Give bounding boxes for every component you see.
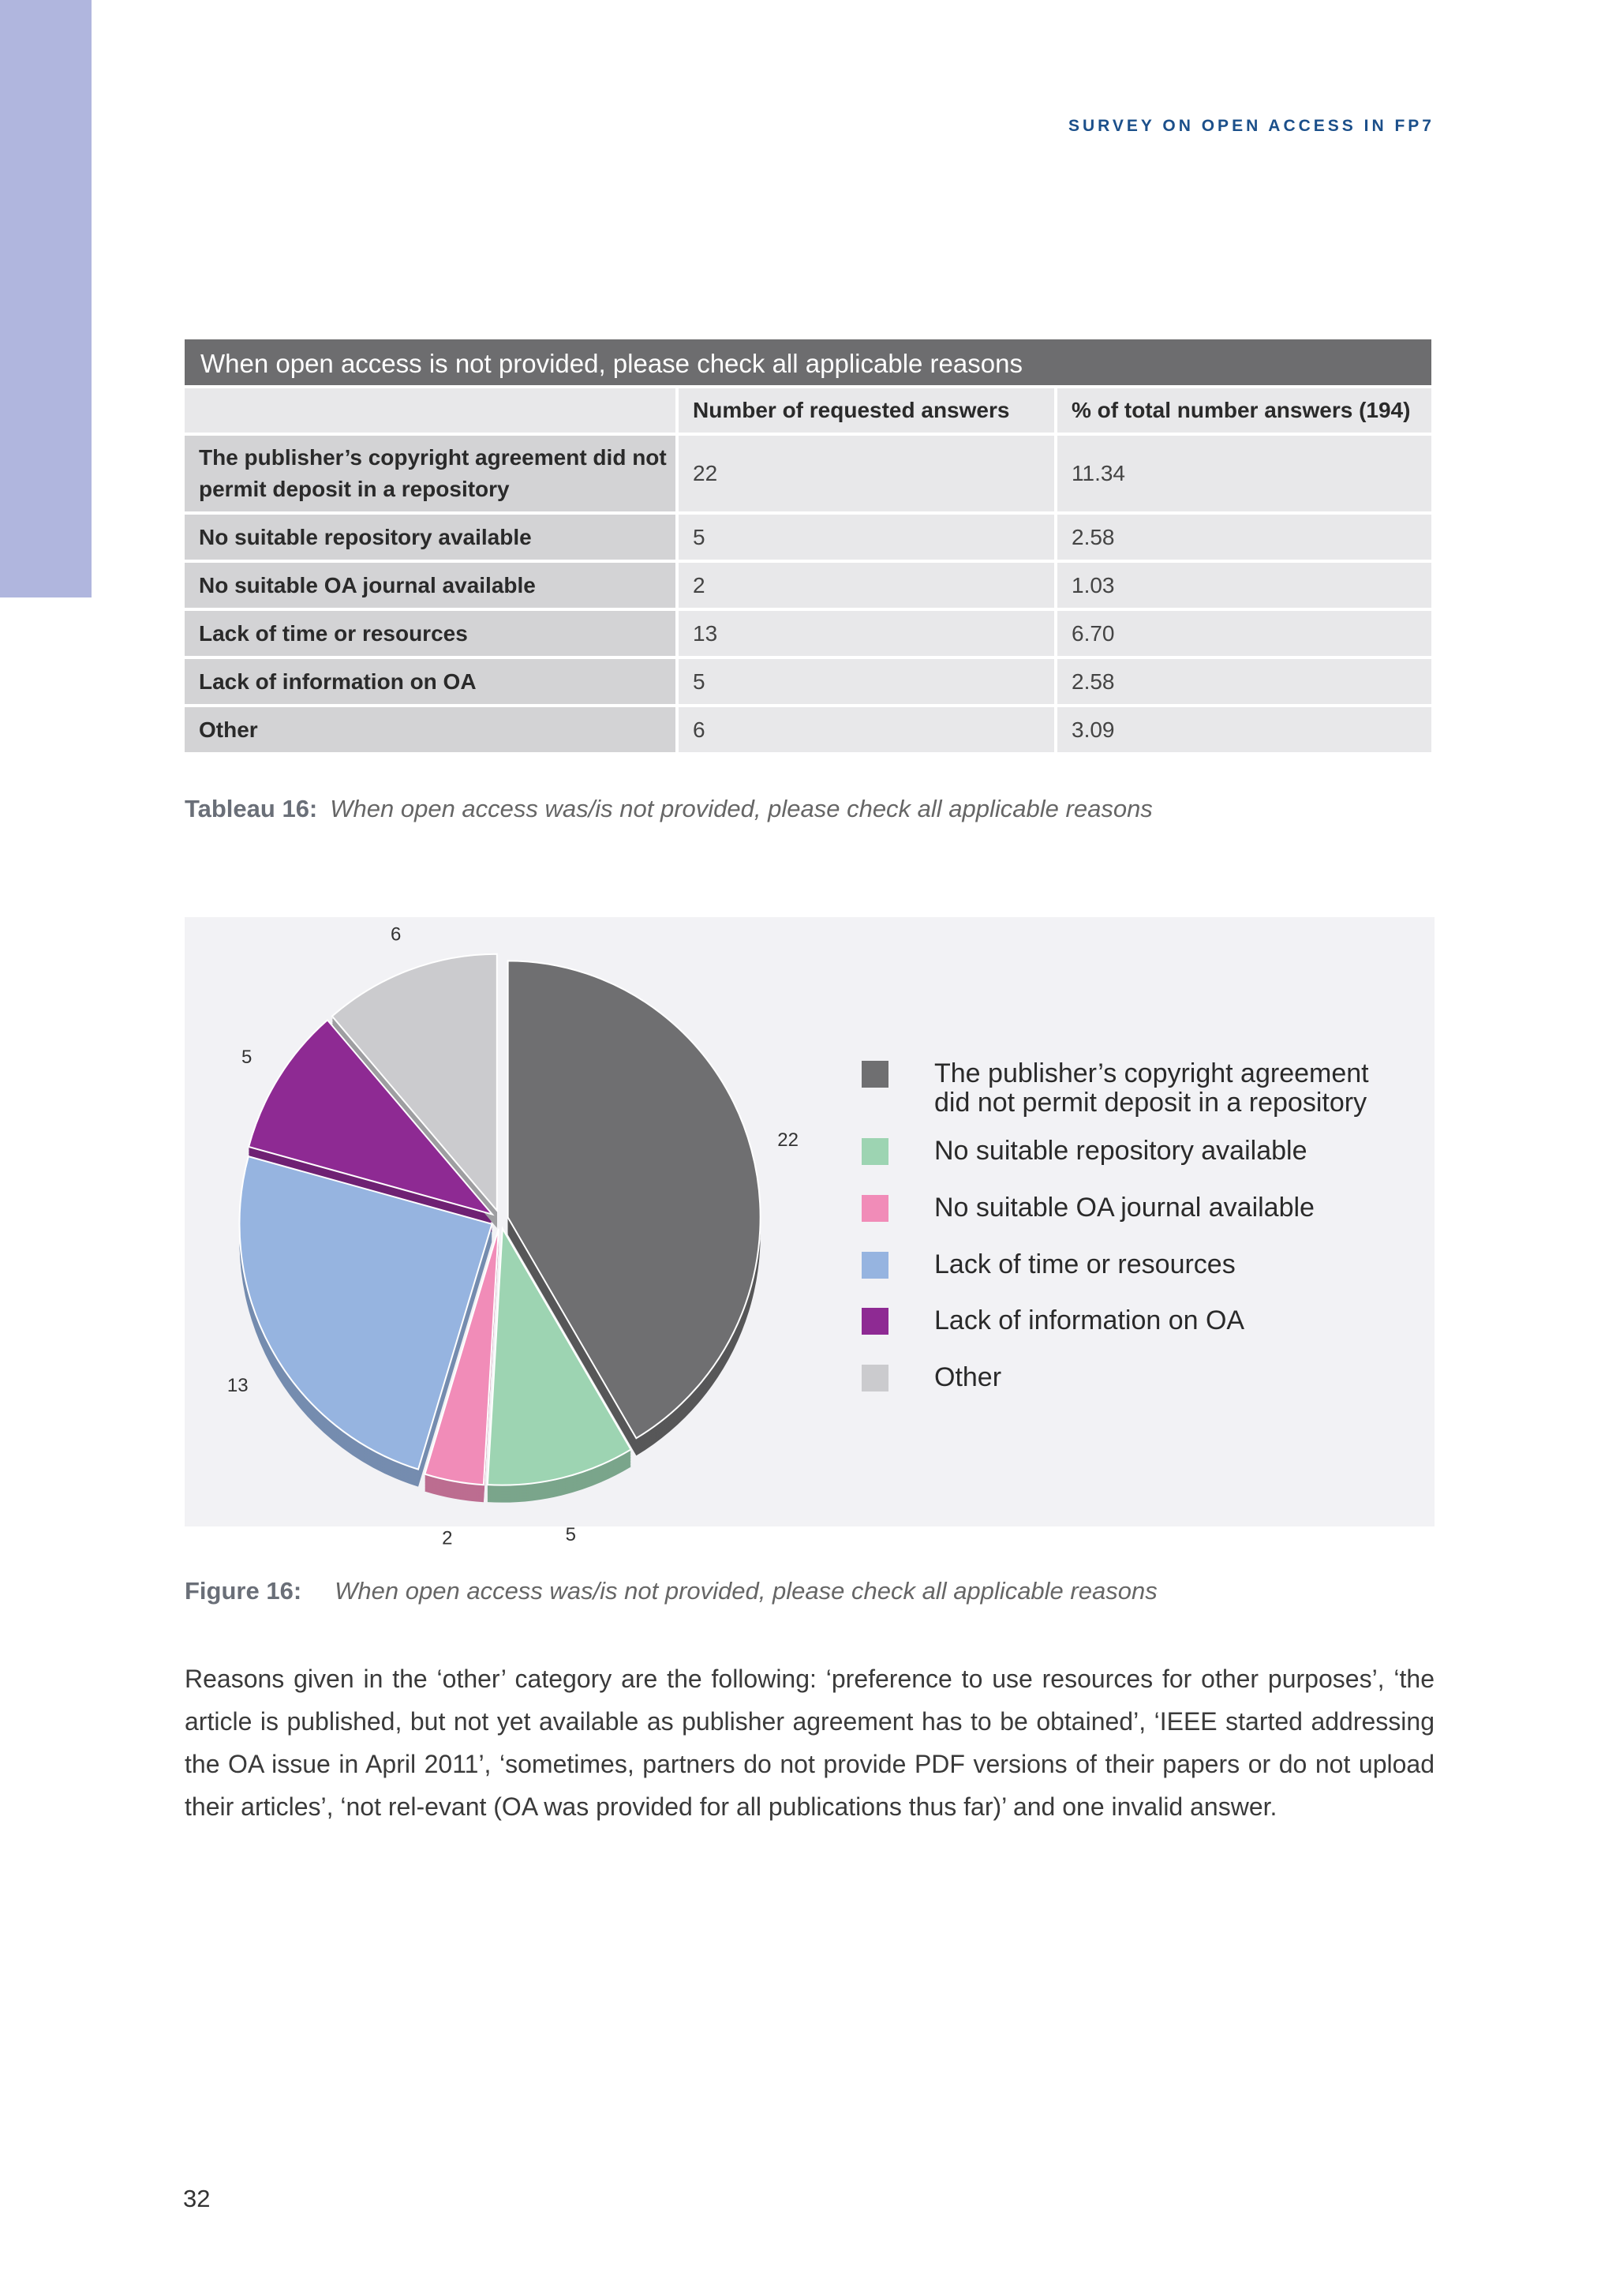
reason-cell: No suitable repository available [185, 515, 675, 560]
legend-label [934, 1059, 1408, 1118]
table-row [185, 563, 1431, 608]
legend-swatch [862, 1061, 888, 1088]
pie-value-label: 6 [391, 923, 402, 946]
percent-cell: 11.34 [1057, 436, 1431, 511]
legend-item [862, 1193, 1408, 1223]
reason-cell: Lack of information on OA [185, 659, 675, 704]
table-row [185, 707, 1431, 752]
count-cell: 5 [679, 515, 1054, 560]
legend-swatch [862, 1138, 888, 1165]
reason-cell: Lack of time or resources [185, 611, 675, 656]
count-cell: 6 [679, 707, 1054, 752]
count-cell: 13 [679, 611, 1054, 656]
header-cell-count: Number of requested answers [679, 388, 1054, 433]
count-cell: 5 [679, 659, 1054, 704]
table-row [185, 611, 1431, 656]
legend-label-line: Lack of information on OA [934, 1305, 1245, 1335]
reason-cell [185, 436, 675, 511]
reasons-table [185, 339, 1431, 752]
side-color-bar [0, 0, 92, 597]
legend-label-line: The publisher’s copyright agreement [934, 1058, 1369, 1088]
header-cell-percent: % of total number answers (194) [1057, 388, 1431, 433]
body-paragraph: Reasons given in the ‘other’ category are the following: ‘preference to use resources for other purposes’, ‘the article is published, but not yet available as publisher agreement has to be obtained’, ‘IEEE started addressing the OA issue in April 2011’, ‘sometimes, partners do not provide PDF versions of their papers or do not upload their articles’, ‘not rel-evant (OA was provided for all publications thus far)’ and one invalid answer. [185, 1665, 1435, 1821]
legend-label [934, 1250, 1408, 1279]
legend-swatch [862, 1252, 888, 1279]
legend-swatch [862, 1365, 888, 1391]
legend-item [862, 1250, 1408, 1279]
figure-caption [185, 1577, 1158, 1605]
table-row [185, 515, 1431, 560]
legend-label [934, 1193, 1408, 1223]
pie-value-label: 13 [226, 1375, 249, 1397]
running-header: SURVEY ON OPEN ACCESS IN FP7 [1068, 117, 1435, 135]
header-cell-empty [185, 388, 675, 433]
percent-cell: 3.09 [1057, 707, 1431, 752]
legend-item [862, 1137, 1408, 1166]
table-header-row [185, 388, 1431, 433]
reason-line: permit deposit in a repository [199, 477, 510, 501]
table-caption-label: Tableau 16: [185, 795, 318, 822]
pie-value-label: 5 [241, 1047, 252, 1069]
legend-label-line: No suitable repository available [934, 1136, 1307, 1166]
reason-cell: No suitable OA journal available [185, 563, 675, 608]
legend-label-line: did not permit deposit in a repository [934, 1088, 1367, 1118]
pie-value-label: 22 [777, 1129, 799, 1151]
legend-item [862, 1059, 1408, 1118]
table-caption-text: When open access was/is not provided, please check all applicable reasons [330, 795, 1153, 822]
table-row [185, 436, 1431, 511]
legend-item [862, 1306, 1408, 1335]
percent-cell: 2.58 [1057, 659, 1431, 704]
count-cell: 2 [679, 563, 1054, 608]
table-row [185, 659, 1431, 704]
legend-label-line: Other [934, 1362, 1002, 1392]
legend-label [934, 1363, 1408, 1392]
figure-caption-label: Figure 16: [185, 1577, 302, 1605]
reason-cell: Other [185, 707, 675, 752]
reason-line: The publisher’s copyright agreement did not [199, 445, 667, 470]
page-number: 32 [183, 2185, 211, 2212]
legend-label-line: No suitable OA journal available [934, 1193, 1315, 1223]
legend-label-line: Lack of time or resources [934, 1249, 1236, 1279]
pie-value-label: 5 [565, 1523, 576, 1545]
figure-panel [185, 917, 1435, 1549]
legend-label [934, 1306, 1408, 1335]
count-cell: 22 [679, 436, 1054, 511]
percent-cell: 1.03 [1057, 563, 1431, 608]
legend-item [862, 1363, 1408, 1392]
table-title: When open access is not provided, please check all applicable reasons [185, 339, 1431, 385]
legend-swatch [862, 1308, 888, 1335]
legend-swatch [862, 1195, 888, 1222]
percent-cell: 6.70 [1057, 611, 1431, 656]
figure-caption-text: When open access was/is not provided, please check all applicable reasons [335, 1577, 1158, 1605]
percent-cell: 2.58 [1057, 515, 1431, 560]
pie-value-label: 2 [442, 1527, 453, 1549]
legend-label [934, 1137, 1408, 1166]
table-caption [185, 795, 1153, 823]
